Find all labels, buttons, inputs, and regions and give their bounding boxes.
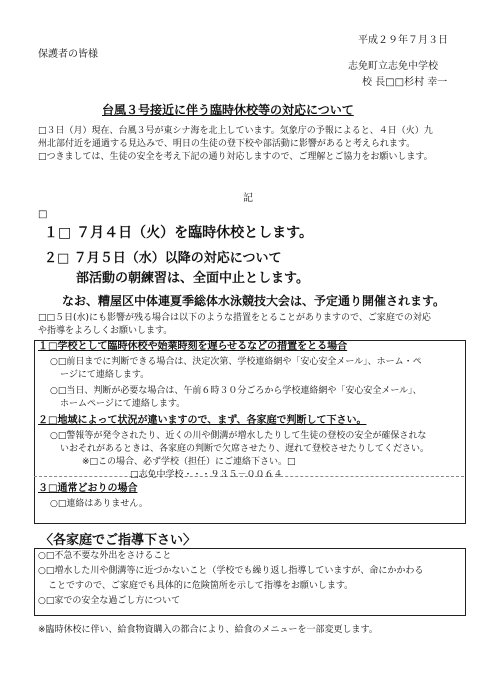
item-2-swim-meet: なお、糟屋区中体連夏季総体水泳競技大会は、予定通り開催されます。: [62, 294, 446, 308]
measure-line: ○□警報等が発令されたり、近くの川や側溝が増水したりして生徒の登校の安全が確保されな: [50, 431, 427, 441]
measure-line: ホームページにて連絡します。: [60, 399, 186, 409]
measure-line: ージにて連絡します。: [60, 370, 150, 380]
notice-line: や指導をよろしくお願いします。: [38, 326, 173, 336]
item-2: ２□ ７月５日（水）以降の対応について: [44, 251, 282, 266]
item-1: １□ ７月４日（火）を臨時休校とします。: [44, 225, 313, 241]
principal-name: 校 長□□杉村 幸一: [362, 77, 448, 88]
guidance-item: ○□家での安全な過ごし方について: [38, 596, 181, 606]
guidance-item: ことですので、ご家庭でも具体的に危険箇所を示して指導をお願いします。: [48, 581, 354, 591]
guidance-item: ○□増水した川や側溝等に近づかないこと（学校でも繰り返し指導していますが、命にかかわる: [38, 566, 424, 576]
measure-line: ○□前日までに判断できる場合は、決定次第、学校連絡網や「安心安全メール」、ホーム・ペ: [50, 357, 422, 367]
document-date: 平成２９年７月３日: [358, 35, 448, 46]
measure-line: ○□連絡はありません。: [50, 499, 148, 509]
addressee: 保護者の皆様: [38, 49, 98, 60]
measure-heading: １□学校として臨時休校や始業時刻を遅らせるなどの措置をとる場合: [38, 341, 348, 352]
bullet-marker: □: [38, 209, 48, 220]
guidance-item: ○□不急不要な外出をさけること: [38, 551, 172, 561]
measure-line: □志免中学校・・・９３５－００６４: [130, 470, 283, 480]
footer-note: ※臨時休校に伴い、給食物資購入の都合により、給食のメニューを一部変更します。: [38, 625, 378, 635]
document-title: 台風３号接近に伴う臨時休校等の対応について: [102, 103, 354, 117]
measure-heading: ３□通常どおりの場合: [38, 483, 138, 494]
notice-line: □□５日(水)にも影響が残る場合は以下のような措置をとることがありますので、ご家庭での対応: [38, 313, 431, 323]
intro-line: □３日（月）現在、台風３号が東シナ海を北上しています。気象庁の予報によると、４日（火）九: [38, 126, 433, 136]
intro-line: 州北部付近を通過する見込みで、明日の生徒の登下校や部活動に影響があると考えられます。: [38, 139, 416, 149]
measure-line: ※□この場合、必ず学校（担任）にご連絡下さい。□: [82, 457, 296, 467]
ki-heading: 記: [243, 193, 253, 204]
measure-heading: ２□地域によって状況が違いますので、まず、各家庭で判断して下さい。: [38, 415, 367, 426]
guidance-heading: 〈各家庭でご指導下さい〉: [40, 533, 197, 548]
intro-line: □つきましては、生徒の安全を考え下記の通り対応しますので、ご理解とご協力をお願いします。: [38, 152, 433, 162]
school-name: 志免町立志免中学校: [348, 61, 438, 72]
measure-line: ○□当日、判断が必要な場合は、午前６時３０分ごろから学校連絡網や「安心安全メール」、: [50, 386, 422, 396]
measure-line: いおそれがあるときは、各家庭の判断で欠席させたり、遅れて登校させたりしてください。: [60, 444, 430, 454]
item-2-clubs: 部活動の朝練習は、全面中止とします。: [76, 271, 309, 286]
